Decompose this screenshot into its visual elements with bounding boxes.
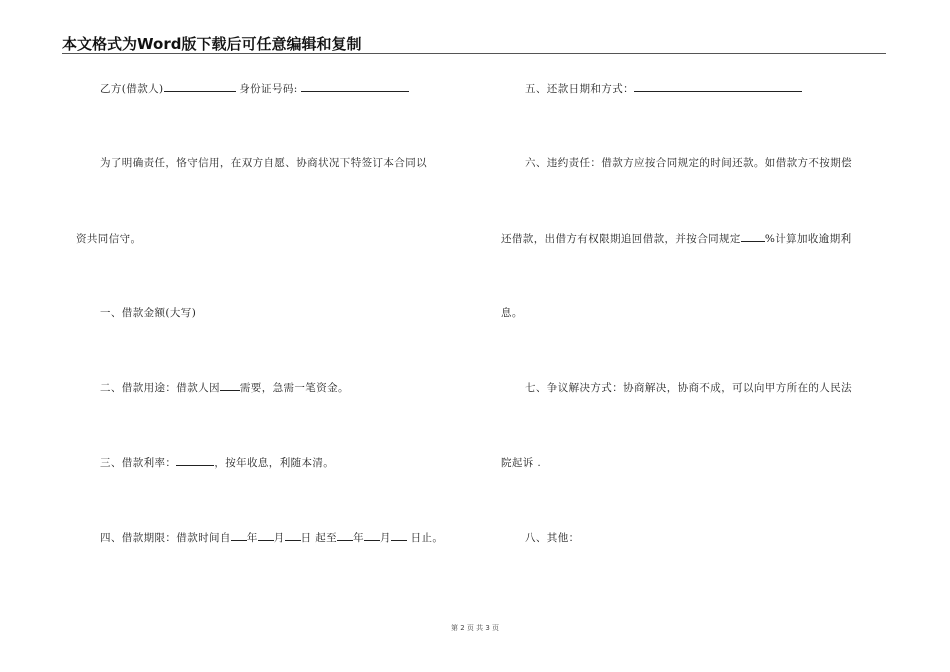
breach-line-2	[501, 231, 852, 246]
dispute-line-2: 院起诉 .	[501, 457, 542, 469]
borrower-line	[100, 81, 409, 96]
term-month-blank	[258, 530, 274, 541]
term-year2-label: 年	[353, 532, 364, 544]
loan-purpose-text-b: 需要，急需一笔资金。	[239, 382, 349, 394]
interest-rate-blank	[176, 455, 214, 466]
term-day2-blank	[391, 530, 407, 541]
loan-term-line	[100, 530, 443, 545]
breach-text-a: 还借款，出借方有权限期追回借款，并按合同规定	[501, 233, 741, 245]
term-year-label: 年	[246, 532, 258, 544]
breach-text-b: %计算加收逾期利	[764, 233, 852, 245]
document-header-title: 本文格式为Word版下载后可任意编辑和复制	[62, 35, 362, 53]
term-day-from-label: 日 起至	[300, 532, 338, 544]
term-end-label: 日止。	[406, 532, 444, 544]
loan-purpose-blank	[220, 380, 240, 391]
loan-purpose-line	[100, 380, 349, 395]
header-divider	[62, 53, 886, 54]
interest-rate-line	[100, 455, 334, 470]
id-number-label: 身份证号码:	[239, 83, 298, 95]
borrower-name-blank	[164, 81, 236, 92]
term-day-blank	[285, 530, 301, 541]
id-number-blank	[301, 81, 409, 92]
dispute-line-1: 七、争议解决方式：协商解决，协商不成，可以向甲方所在的人民法	[525, 382, 852, 394]
repayment-line	[525, 81, 802, 96]
interest-rate-text-b: ，按年收息，利随本清。	[214, 457, 335, 469]
repayment-label: 五、还款日期和方式：	[525, 83, 634, 95]
overdue-rate-blank	[741, 231, 765, 242]
repayment-blank	[634, 81, 802, 92]
page-number-footer: 第 2 页 共 3 页	[450, 624, 500, 632]
term-month-label: 月	[273, 532, 285, 544]
loan-amount-line: 一、借款金额(大写)	[100, 307, 197, 319]
interest-rate-text-a: 三、借款利率：	[100, 457, 177, 469]
other-line: 八、其他：	[525, 532, 580, 544]
borrower-label: 乙方(借款人)	[100, 83, 164, 95]
loan-purpose-text-a: 二、借款用途：借款人因	[100, 382, 220, 394]
preamble-line-1: 为了明确责任，恪守信用，在双方自愿、协商状况下特签订本合同以	[100, 157, 427, 169]
term-year2-blank	[337, 530, 353, 541]
breach-line-3: 息。	[501, 307, 523, 319]
term-month2-blank	[364, 530, 380, 541]
loan-term-text-a: 四、借款期限：借款时间自	[100, 532, 231, 544]
term-year-blank	[231, 530, 247, 541]
breach-line-1: 六、违约责任：借款方应按合同规定的时间还款。如借款方不按期偿	[525, 157, 852, 169]
preamble-line-2: 资共同信守。	[76, 233, 142, 245]
term-month2-label: 月	[379, 532, 391, 544]
